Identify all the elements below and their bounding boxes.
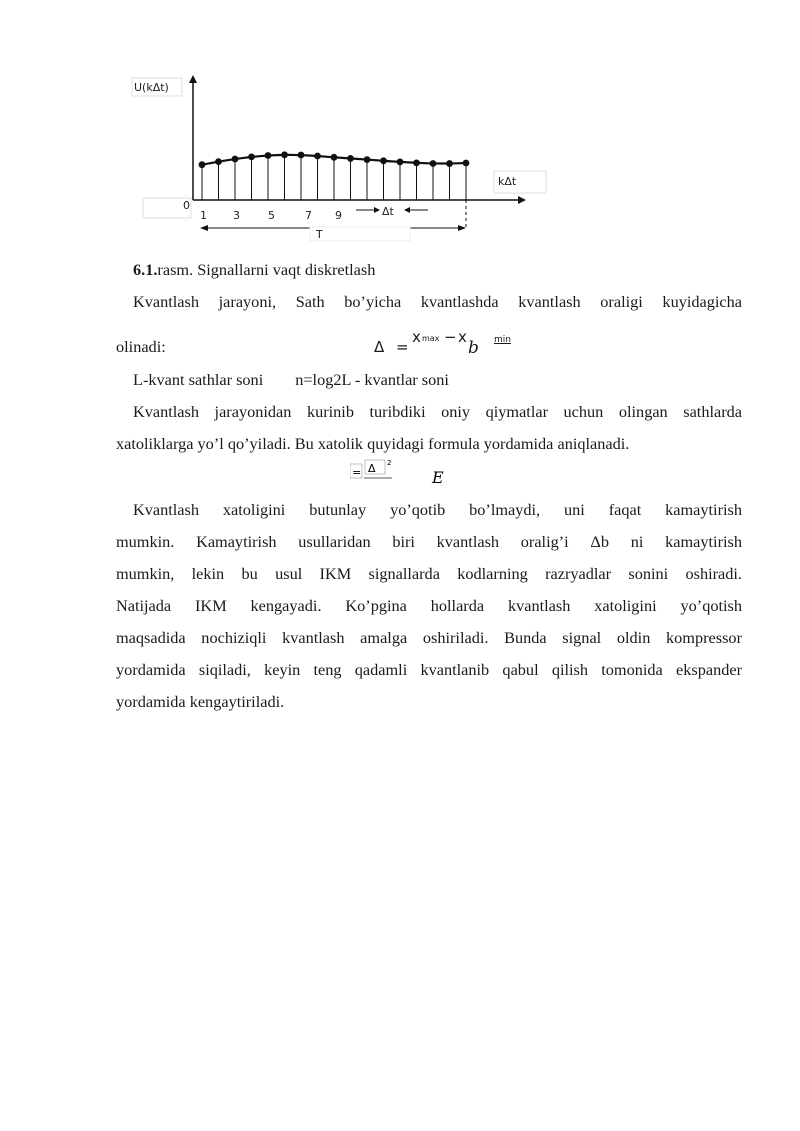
paragraph-3-line-3: mumkin, lekin bu usul IKM signallarda kodlarning razryadlar sonini oshiradi. (116, 564, 742, 583)
dt-arrow-left-icon (374, 207, 380, 213)
tick-label-1: 1 (200, 209, 207, 222)
paragraph-2-line-2: xatoliklarga yo’l qo’yiladi. Bu xatolik quyidagi formula yordamida aniqlanadi. (116, 434, 630, 453)
x-axis-label: kΔt (498, 175, 517, 188)
paragraph-3-line-5: maqsadida nochiziqli kvantlash amalga oshiriladi. Bunda signal oldin kompressor (116, 628, 742, 647)
sampling-figure (126, 70, 556, 250)
paragraph-3 (116, 494, 742, 718)
period-arrow-left-icon (200, 225, 208, 231)
formula-x-min: x (458, 328, 467, 346)
levels-line (133, 364, 449, 396)
paragraph-3-line-4: Natijada IKM kengayadi. Ko’pgina hollarda kvantlash xatoligini yo’qotish (116, 596, 742, 615)
formula2-power: 2 (387, 459, 392, 467)
paragraph-1 (116, 286, 742, 318)
x-axis-arrow-icon (518, 196, 526, 204)
tick-label-9: 9 (335, 209, 342, 222)
error-formula-graphic (350, 458, 450, 488)
paragraph-3-line-2: mumkin. Kamaytirish usullaridan biri kvantlash oralig’i Δb ni kamaytirish (116, 532, 742, 551)
y-axis-arrow-icon (189, 75, 197, 83)
formula-line-1 (116, 328, 742, 364)
paragraph-2 (116, 396, 742, 460)
figure-caption (133, 254, 375, 286)
paragraph-3-line-1: Kvantlash xatoligini butunlay yo’qotib bo’lmaydi, uni faqat kamaytirish (133, 500, 742, 519)
paragraph-3-line-6: yordamida siqiladi, keyin teng qadamli kvantlanib qabul qilish tomonida ekspander (116, 660, 742, 679)
y-axis-label: U(kΔt) (134, 81, 169, 94)
dt-arrow-right-icon (404, 207, 410, 213)
formula-b: b (468, 338, 479, 358)
formula2-E: E (432, 468, 444, 487)
formula2-delta: Δ (368, 462, 376, 475)
paragraph-1-line: Kvantlash jarayoni, Sath bo’yicha kvantlashda kvantlash oraligi kuyidagicha (133, 292, 742, 311)
formula-delta-symbol: Δ (374, 338, 385, 356)
levels-right: n=log2L - kvantlar soni (295, 370, 449, 389)
formula-equals: = (396, 338, 409, 356)
tick-label-7: 7 (305, 209, 312, 222)
period-arrow-right-icon (458, 225, 466, 231)
sampling-plot (126, 70, 556, 250)
formula-x-max: x (412, 328, 421, 346)
levels-left: L-kvant sathlar soni (133, 370, 264, 389)
formula-minus: − (444, 328, 457, 346)
tick-label-5: 5 (268, 209, 275, 222)
formula2-equals: = (352, 466, 362, 479)
caption-number: 6.1. (133, 260, 158, 279)
formula-min-sub: min (494, 335, 511, 345)
caption-text: rasm. Signallarni vaqt diskretlash (157, 260, 376, 279)
period-box (310, 227, 410, 241)
formula-max-sub: max (422, 334, 440, 343)
origin-label: 0 (183, 199, 190, 212)
dt-label: Δt (382, 205, 394, 218)
formula-lead: olinadi: (116, 337, 166, 356)
error-formula (350, 458, 450, 488)
paragraph-2-line-1: Kvantlash jarayonidan kurinib turibdiki oniy qiymatlar uchun olingan sathlarda (133, 402, 742, 421)
tick-label-3: 3 (233, 209, 240, 222)
delta-formula (374, 328, 534, 364)
paragraph-3-line-7: yordamida kengaytiriladi. (116, 692, 285, 711)
period-label: T (316, 228, 323, 241)
